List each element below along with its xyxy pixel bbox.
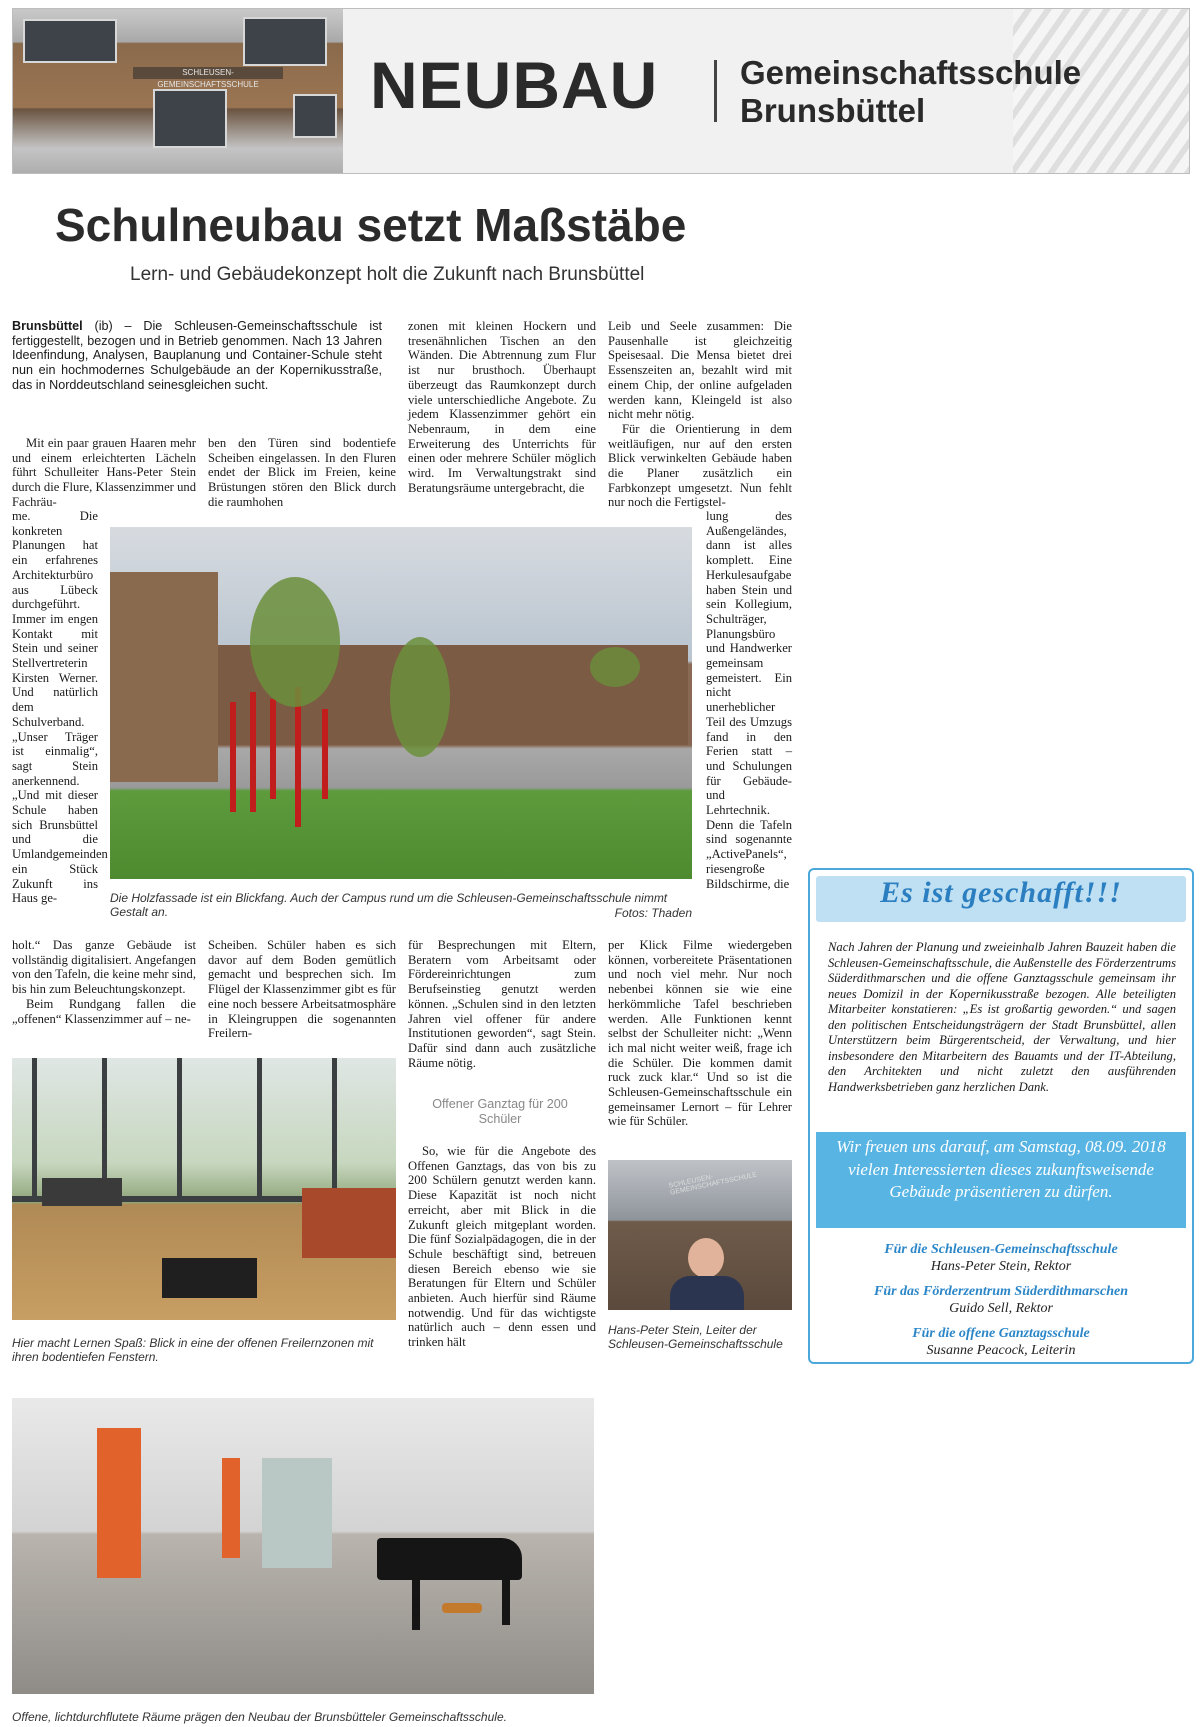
banner-subtitle-line1: Gemeinschaftsschule <box>740 54 1082 91</box>
campus-caption: Die Holzfassade ist ein Blickfang. Auch der Campus rund um die Schleusen-Gemeinschaftsschule nimmt Gestalt an. <box>110 891 668 919</box>
portrait-caption: Hans-Peter Stein, Leiter der Schleusen-Gemeinschaftsschule <box>608 1323 783 1351</box>
article-col1-top <box>12 436 196 510</box>
signature-org-3: Für die offene Ganztagsschule <box>912 1326 1090 1341</box>
notice-box-title: Es ist geschafft!!! <box>880 876 1122 909</box>
hall-photo <box>12 1398 594 1694</box>
col3-ganztag-paragraph: So, wie für die Angebote des Offenen Ganztags, das von bis zu 200 Schülern genutzt werden kann. Diese Kapazität ist noch nicht erreicht, aber mit Blick in die Zukunft gleich mitgeplant worden. Die fünf Sozialpädagogen, die in der Schule beschäftigt sind, betreuen diesen Bereich ebenso wie sie Beratungen für Eltern und Schüler anbieten. Auch hierfür sind Räume notwendig. Und für das wichtigste natürlich auch – denn essen und trinken hält <box>408 1144 596 1350</box>
article-col3-bottom: für Besprechungen mit Eltern, Beratern vom Arbeitsamt oder Fördereinrichtungen zum Berufseinstieg genutzt werden können. „Schulen sind in den letzten Jahren viel offener für andere Institutionen geworden“, sagt Stein. Dafür sind dann auch zusätzliche Räume nötig. <box>408 938 596 1070</box>
signature-name-2: Guido Sell, Rektor <box>949 1301 1053 1316</box>
banner-title: NEUBAU <box>370 48 659 122</box>
signature-org-1: Für die Schleusen-Gemeinschaftsschule <box>884 1242 1118 1257</box>
article-subheadline: Lern- und Gebäudekonzept holt die Zukunft nach Brunsbüttel <box>130 264 645 285</box>
banner-decor <box>1013 9 1189 173</box>
article-col4-top <box>608 319 792 510</box>
col1-paragraph-1-narrow: me. Die konkreten Planungen hat ein erfahrenes Architekturbüro aus Lübeck durchgeführt. Immer im engen Kontakt mit Stein und seiner Stellvertreterin Kirsten Werner. Und natürlich dem Schulverband. „Unser Träger ist einmalig“, sagt Stein anerkennend. „Und mit dieser Schule haben sich Brunsbüttel und die Umlandgemeinden ein Stück Zukunft ins Haus ge- <box>12 509 108 906</box>
col1-paragraph-2: Beim Rundgang fallen die „offenen“ Klassenzimmer auf – ne- <box>12 996 196 1026</box>
article-col1-narrow <box>12 509 108 906</box>
col1-paragraph-1-end: holt.“ Das ganze Gebäude ist vollständig digitalisiert. Angefangen von den Tafeln, die keine mehr sind, bis hin zum Beleuchtungskonzept. <box>12 938 196 997</box>
portrait-photo <box>608 1160 792 1310</box>
portrait-sign: SCHLEUSEN-GEMEINSCHAFTSSCHULE <box>668 1171 758 1197</box>
notice-box <box>808 868 1194 1364</box>
col1-paragraph-1-start: Mit ein paar grauen Haaren mehr und einem erleichterten Lächeln führt Schulleiter Hans-Peter Stein durch die Flure, Klassenzimmer und Fachräu- <box>12 436 196 509</box>
article-col2-top: ben den Türen sind bodentiefe Scheiben eingelassen. In den Fluren endet der Blick im Freien, keine Brüstungen stören den Blick durch die raumhohen <box>208 436 396 509</box>
article-col4-narrow: lung des Außengeländes, dann ist alles komplett. Eine Herkulesaufgabe haben Stein und sein Kollegium, Schulträger, Planungsbüro und Handwerker gemeinsam gemeistert. Ein nicht unerheblicher Teil des Umzugs fand in den Ferien statt – und Schulungen für Gebäude- und Lehrtechnik. Denn die Tafeln sind sogenannte „ActivePanels“, riesengroße Bildschirme, die <box>706 509 792 891</box>
signature-name-3: Susanne Peacock, Leiterin <box>926 1343 1076 1358</box>
col4-paragraph-1: Leib und Seele zusammen: Die Pausenhalle ist gleichzeitig Speisesaal. Die Mensa bietet drei Essenszeiten an, bezahlt wird mit einem Chip, der online aufgeladen werden kann, Kleingeld ist also nicht mehr nötig. <box>608 319 792 422</box>
lead-place: Brunsbüttel <box>12 319 83 333</box>
article-col3-top: zonen mit kleinen Hockern und tresenähnlichen Tischen an den Wänden. Die Abtrennung zum Flur ist nur brusthoch. Überhaupt überzeugt das Raumkonzept durch viele unterschiedliche Angebote. Zu jedem Klassenzimmer gehört ein Nebenraum, in dem eine Erweiterung des Unterrichts für einen oder mehrere Schüler möglich wird. Im Verwaltungstrakt sind Beratungsräume untergebracht, die <box>408 319 596 495</box>
signature-name-1: Hans-Peter Stein, Rektor <box>930 1259 1072 1274</box>
article-col4-bottom: per Klick Filme wiedergeben können, vorbereitete Präsentationen und noch viel mehr. Nur noch nebenbei können sie wie eine herkömmliche Tafel beschrieben werden. Alle Funktionen kennt selbst der Schulleiter nicht: „Wenn ich mal nicht weiter weiß, frage ich die Schüler. Die kommen damit ruck zuck klar.“ Und so ist die Schleusen-Gemeinschaftsschule ein gemeinsamer Lernort – für Lehrer wie für Schüler. <box>608 938 792 1129</box>
banner-photo-sign: SCHLEUSEN-GEMEINSCHAFTSSCHULE <box>133 67 283 79</box>
banner-photo <box>13 9 343 173</box>
banner-subtitle-line2: Brunsbüttel <box>740 92 926 129</box>
article-col2-bottom: Scheiben. Schüler haben es sich davor auf dem Boden gemütlich gemacht und besprechen sich. Im Flügel der Klassenzimmer gibt es für eine noch bessere Arbeitsatmosphäre in Kleingruppen die sogenannten Freilern- <box>208 938 396 1041</box>
article-col1-bottom <box>12 938 196 1026</box>
col4-paragraph-2a: Für die Orientierung in dem weitläufigen, nur auf den ersten Blick verwinkelten Gebäude haben die Planer zusätzlich ein Farbkonzept umgesetzt. Nun fehlt nur noch die Fertigstel- <box>608 421 792 510</box>
photo-credit: Fotos: Thaden <box>614 906 692 920</box>
article-lead <box>12 319 382 393</box>
hall-caption: Offene, lichtdurchflutete Räume prägen den Neubau der Brunsbütteler Gemeinschaftsschule. <box>12 1710 507 1724</box>
article-headline: Schulneubau setzt Maßstäbe <box>55 199 687 251</box>
signature-org-2: Für das Förderzentrum Süderdithmarschen <box>873 1284 1129 1299</box>
banner-divider <box>714 60 717 122</box>
notice-box-invite: Wir freuen uns darauf, am Samstag, 08.09. 2018 vielen Interessierten dieses zukunftsweisende Gebäude präsentieren zu dürfen. <box>836 1137 1166 1201</box>
campus-photo <box>110 527 692 879</box>
subhead-ganztag: Offener Ganztag für 200 Schüler <box>432 1097 568 1126</box>
article-col3-ganztag <box>408 1144 596 1350</box>
lead-text: (ib) – Die Schleusen-Gemeinschaftsschule ist fertiggestellt, bezogen und in Betrieb genommen. Nach 13 Jahren Ideenfindung, Analysen, Bauplanung und Container-Schule steht nun ein hochmodernes Schulgebäude an der Kopernikusstraße, das in Norddeutschland seinesgleichen sucht. <box>12 319 382 392</box>
notice-box-text: Nach Jahren der Planung und zweieinhalb Jahren Bauzeit haben die Schleusen-Gemeinschaftsschule, die Außenstelle des Förderzentrums Süderdithmarschen und die offene Ganztagsschule gemeinsam ihr neues Domizil in der Kopernikusstraße bezogen. Alle beteiligten Mitarbeiter konstatieren: „Es ist großartig geworden.“ und sagen den politischen Entscheidungsträgern der Stadt Brunsbüttel, allen Unterstützern beim Bürgerentscheid, der Verwaltung, und hier insbesondere den Mitarbeitern des Bauamts und der IT-Abteilung, den Architekten und nicht zuletzt den ausführenden Handwerksbetrieben ganz herzlichen Dank. <box>828 940 1177 1094</box>
freilernzone-photo <box>12 1058 396 1320</box>
room-caption: Hier macht Lernen Spaß: Blick in eine der offenen Freilernzonen mit ihren bodentiefen Fenstern. <box>12 1336 374 1364</box>
